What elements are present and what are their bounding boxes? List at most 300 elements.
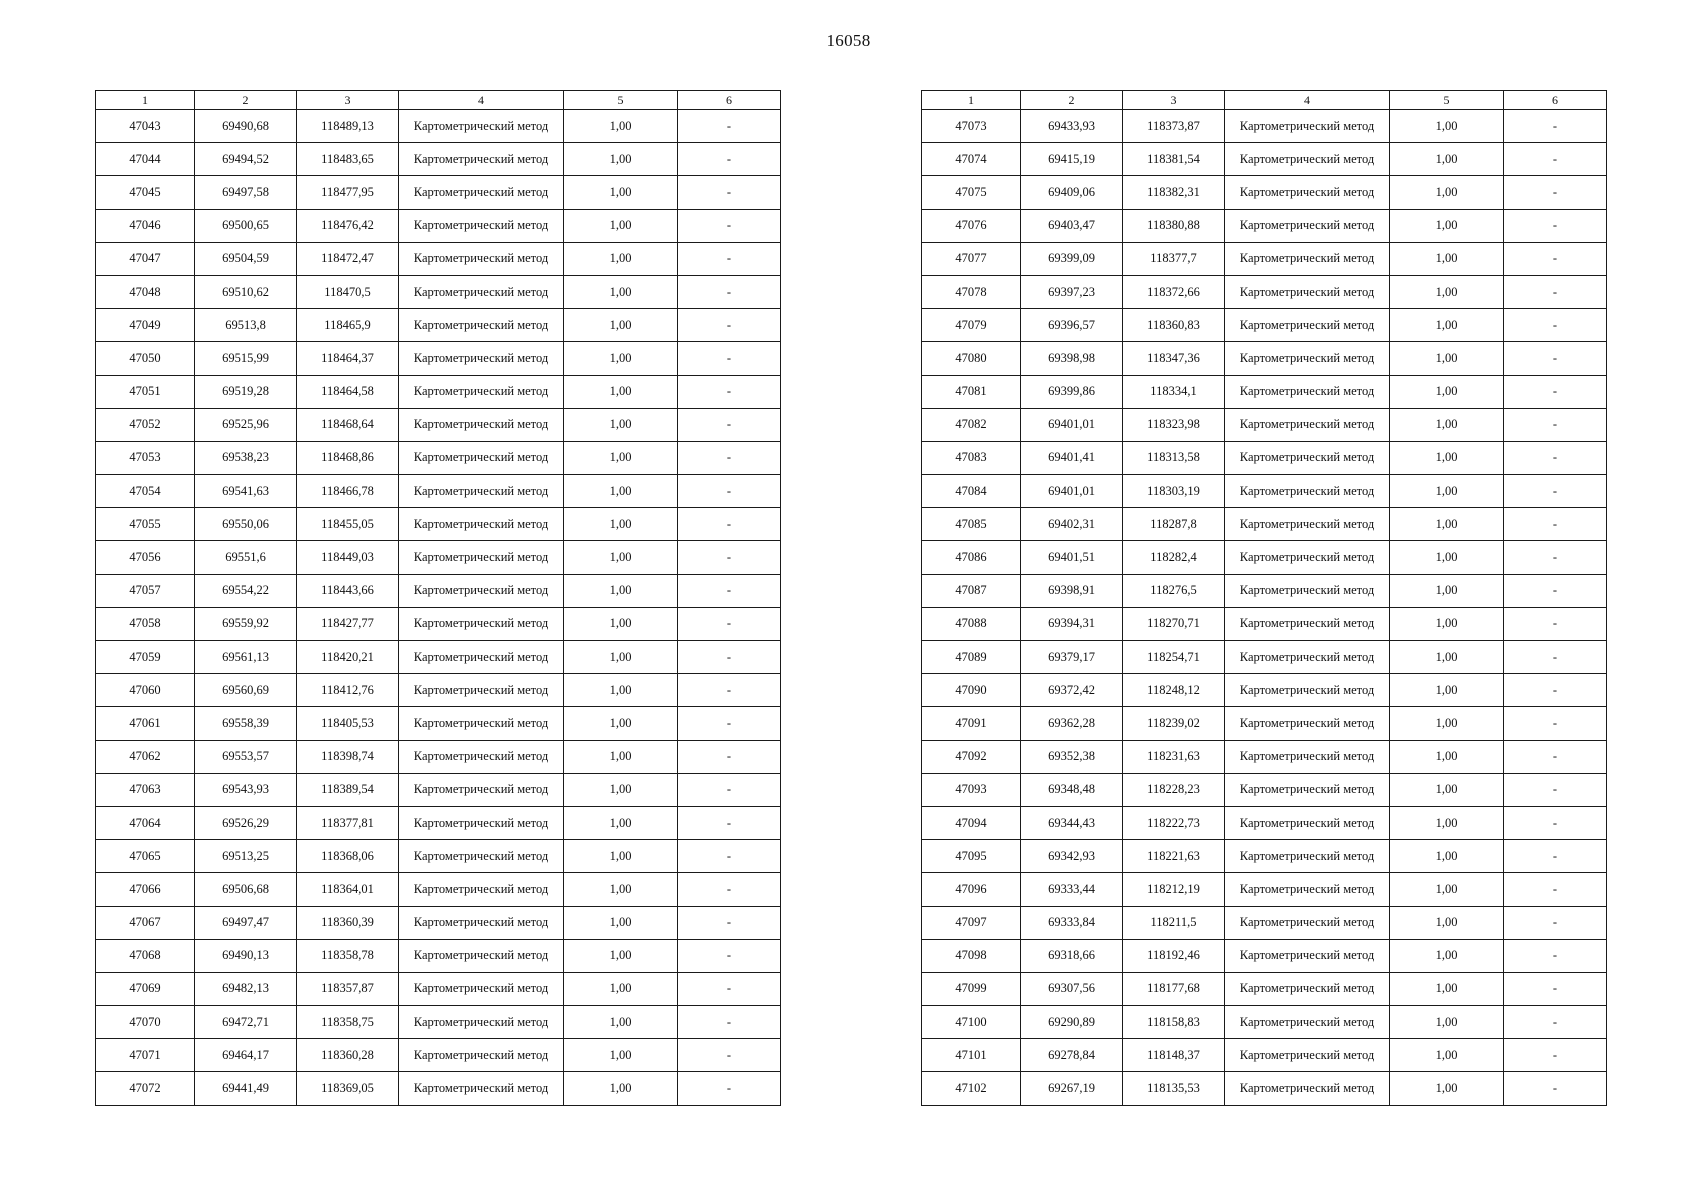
method-cell: Картометрический метод [399,342,564,375]
point-number-cell: 47087 [922,574,1021,607]
point-number-cell: 47063 [96,773,195,806]
accuracy-cell: 1,00 [564,508,678,541]
x-coordinate-cell: 69399,86 [1021,375,1123,408]
table-row [96,441,781,474]
method-cell: Картометрический метод [1225,773,1390,806]
accuracy-cell: 1,00 [1390,707,1504,740]
accuracy-cell: 1,00 [1390,143,1504,176]
point-number-cell: 47081 [922,375,1021,408]
point-number-cell: 47093 [922,773,1021,806]
table-row [922,939,1607,972]
column-header-6: 6 [678,91,781,110]
y-coordinate-cell: 118483,65 [297,143,399,176]
table-row [96,641,781,674]
table-row [96,242,781,275]
table-row [922,275,1607,308]
method-cell: Картометрический метод [1225,143,1390,176]
y-coordinate-cell: 118427,77 [297,607,399,640]
column-header-2: 2 [1021,91,1123,110]
x-coordinate-cell: 69525,96 [195,408,297,441]
point-number-cell: 47069 [96,972,195,1005]
point-number-cell: 47080 [922,342,1021,375]
y-coordinate-cell: 118465,9 [297,309,399,342]
accuracy-cell: 1,00 [1390,1072,1504,1106]
x-coordinate-cell: 69551,6 [195,541,297,574]
table-row [96,1006,781,1039]
table-row [96,939,781,972]
accuracy-cell: 1,00 [1390,209,1504,242]
point-number-cell: 47052 [96,408,195,441]
x-coordinate-cell: 69409,06 [1021,176,1123,209]
description-cell: - [678,209,781,242]
table-row [96,475,781,508]
table-row [96,906,781,939]
method-cell: Картометрический метод [1225,740,1390,773]
point-number-cell: 47057 [96,574,195,607]
table-body-left [96,110,781,1106]
y-coordinate-cell: 118468,86 [297,441,399,474]
description-cell: - [1504,1006,1607,1039]
accuracy-cell: 1,00 [564,1072,678,1106]
point-number-cell: 47091 [922,707,1021,740]
description-cell: - [1504,740,1607,773]
y-coordinate-cell: 118476,42 [297,209,399,242]
x-coordinate-cell: 69504,59 [195,242,297,275]
x-coordinate-cell: 69515,99 [195,342,297,375]
y-coordinate-cell: 118222,73 [1123,806,1225,839]
method-cell: Картометрический метод [399,375,564,408]
accuracy-cell: 1,00 [564,176,678,209]
description-cell: - [678,408,781,441]
point-number-cell: 47051 [96,375,195,408]
x-coordinate-cell: 69396,57 [1021,309,1123,342]
table-row [96,275,781,308]
description-cell: - [678,773,781,806]
accuracy-cell: 1,00 [1390,1039,1504,1072]
description-cell: - [1504,242,1607,275]
point-number-cell: 47054 [96,475,195,508]
method-cell: Картометрический метод [399,110,564,143]
accuracy-cell: 1,00 [1390,408,1504,441]
y-coordinate-cell: 118221,63 [1123,840,1225,873]
y-coordinate-cell: 118334,1 [1123,375,1225,408]
method-cell: Картометрический метод [399,475,564,508]
accuracy-cell: 1,00 [564,939,678,972]
y-coordinate-cell: 118358,78 [297,939,399,972]
page-number: 16058 [826,31,871,50]
y-coordinate-cell: 118455,05 [297,508,399,541]
table-row [922,541,1607,574]
point-number-cell: 47059 [96,641,195,674]
column-header-5: 5 [1390,91,1504,110]
y-coordinate-cell: 118380,88 [1123,209,1225,242]
description-cell: - [1504,541,1607,574]
y-coordinate-cell: 118360,39 [297,906,399,939]
table-body-right [922,110,1607,1106]
accuracy-cell: 1,00 [564,574,678,607]
method-cell: Картометрический метод [399,541,564,574]
method-cell: Картометрический метод [399,275,564,308]
method-cell: Картометрический метод [1225,408,1390,441]
description-cell: - [1504,309,1607,342]
table-row [922,143,1607,176]
point-number-cell: 47047 [96,242,195,275]
x-coordinate-cell: 69506,68 [195,873,297,906]
x-coordinate-cell: 69401,01 [1021,408,1123,441]
description-cell: - [1504,408,1607,441]
method-cell: Картометрический метод [399,1072,564,1106]
method-cell: Картометрический метод [399,806,564,839]
point-number-cell: 47044 [96,143,195,176]
y-coordinate-cell: 118177,68 [1123,972,1225,1005]
description-cell: - [1504,375,1607,408]
table-row [922,773,1607,806]
coordinates-table-left [95,90,781,1106]
method-cell: Картометрический метод [399,1039,564,1072]
table-row [96,574,781,607]
accuracy-cell: 1,00 [1390,342,1504,375]
accuracy-cell: 1,00 [564,441,678,474]
y-coordinate-cell: 118135,53 [1123,1072,1225,1106]
description-cell: - [678,242,781,275]
table-row [922,740,1607,773]
method-cell: Картометрический метод [399,906,564,939]
x-coordinate-cell: 69352,38 [1021,740,1123,773]
method-cell: Картометрический метод [1225,674,1390,707]
x-coordinate-cell: 69403,47 [1021,209,1123,242]
description-cell: - [678,475,781,508]
method-cell: Картометрический метод [399,939,564,972]
y-coordinate-cell: 118248,12 [1123,674,1225,707]
table-row [922,674,1607,707]
description-cell: - [678,740,781,773]
description-cell: - [1504,574,1607,607]
point-number-cell: 47066 [96,873,195,906]
table-row [922,840,1607,873]
point-number-cell: 47094 [922,806,1021,839]
x-coordinate-cell: 69561,13 [195,641,297,674]
point-number-cell: 47049 [96,309,195,342]
point-number-cell: 47083 [922,441,1021,474]
x-coordinate-cell: 69402,31 [1021,508,1123,541]
accuracy-cell: 1,00 [1390,740,1504,773]
table-row [922,1006,1607,1039]
y-coordinate-cell: 118282,4 [1123,541,1225,574]
point-number-cell: 47097 [922,906,1021,939]
y-coordinate-cell: 118381,54 [1123,143,1225,176]
table-row [96,143,781,176]
method-cell: Картометрический метод [1225,275,1390,308]
point-number-cell: 47073 [922,110,1021,143]
x-coordinate-cell: 69372,42 [1021,674,1123,707]
accuracy-cell: 1,00 [1390,873,1504,906]
accuracy-cell: 1,00 [1390,508,1504,541]
y-coordinate-cell: 118323,98 [1123,408,1225,441]
x-coordinate-cell: 69553,57 [195,740,297,773]
table-row [922,342,1607,375]
accuracy-cell: 1,00 [1390,475,1504,508]
y-coordinate-cell: 118231,63 [1123,740,1225,773]
point-number-cell: 47061 [96,707,195,740]
y-coordinate-cell: 118148,37 [1123,1039,1225,1072]
x-coordinate-cell: 69399,09 [1021,242,1123,275]
x-coordinate-cell: 69526,29 [195,806,297,839]
table-row [922,508,1607,541]
point-number-cell: 47068 [96,939,195,972]
accuracy-cell: 1,00 [1390,242,1504,275]
point-number-cell: 47088 [922,607,1021,640]
point-number-cell: 47055 [96,508,195,541]
point-number-cell: 47100 [922,1006,1021,1039]
method-cell: Картометрический метод [399,508,564,541]
table-row [96,1039,781,1072]
description-cell: - [678,574,781,607]
description-cell: - [678,375,781,408]
description-cell: - [678,906,781,939]
point-number-cell: 47095 [922,840,1021,873]
description-cell: - [1504,972,1607,1005]
method-cell: Картометрический метод [1225,641,1390,674]
method-cell: Картометрический метод [399,674,564,707]
accuracy-cell: 1,00 [564,1039,678,1072]
point-number-cell: 47067 [96,906,195,939]
description-cell: - [1504,906,1607,939]
method-cell: Картометрический метод [399,641,564,674]
y-coordinate-cell: 118270,71 [1123,607,1225,640]
x-coordinate-cell: 69394,31 [1021,607,1123,640]
point-number-cell: 47077 [922,242,1021,275]
x-coordinate-cell: 69497,47 [195,906,297,939]
table-row [922,1039,1607,1072]
accuracy-cell: 1,00 [564,143,678,176]
table-row [96,508,781,541]
accuracy-cell: 1,00 [564,242,678,275]
x-coordinate-cell: 69290,89 [1021,1006,1123,1039]
accuracy-cell: 1,00 [1390,275,1504,308]
y-coordinate-cell: 118347,36 [1123,342,1225,375]
method-cell: Картометрический метод [399,707,564,740]
table-row [96,773,781,806]
column-header-6: 6 [1504,91,1607,110]
y-coordinate-cell: 118477,95 [297,176,399,209]
description-cell: - [678,806,781,839]
table-row [96,607,781,640]
x-coordinate-cell: 69307,56 [1021,972,1123,1005]
y-coordinate-cell: 118364,01 [297,873,399,906]
accuracy-cell: 1,00 [564,641,678,674]
y-coordinate-cell: 118313,58 [1123,441,1225,474]
description-cell: - [1504,873,1607,906]
y-coordinate-cell: 118382,31 [1123,176,1225,209]
point-number-cell: 47053 [96,441,195,474]
point-number-cell: 47046 [96,209,195,242]
accuracy-cell: 1,00 [1390,806,1504,839]
accuracy-cell: 1,00 [564,674,678,707]
accuracy-cell: 1,00 [564,740,678,773]
point-number-cell: 47064 [96,806,195,839]
point-number-cell: 47102 [922,1072,1021,1106]
table-row [922,110,1607,143]
description-cell: - [1504,209,1607,242]
table-row [922,873,1607,906]
description-cell: - [1504,508,1607,541]
accuracy-cell: 1,00 [564,972,678,1005]
x-coordinate-cell: 69398,91 [1021,574,1123,607]
method-cell: Картометрический метод [1225,541,1390,574]
y-coordinate-cell: 118287,8 [1123,508,1225,541]
accuracy-cell: 1,00 [564,342,678,375]
method-cell: Картометрический метод [1225,110,1390,143]
table-row [96,740,781,773]
point-number-cell: 47078 [922,275,1021,308]
accuracy-cell: 1,00 [1390,375,1504,408]
description-cell: - [1504,1039,1607,1072]
y-coordinate-cell: 118464,58 [297,375,399,408]
method-cell: Картометрический метод [399,773,564,806]
column-header-1: 1 [96,91,195,110]
accuracy-cell: 1,00 [1390,441,1504,474]
x-coordinate-cell: 69401,51 [1021,541,1123,574]
y-coordinate-cell: 118276,5 [1123,574,1225,607]
point-number-cell: 47043 [96,110,195,143]
point-number-cell: 47058 [96,607,195,640]
description-cell: - [678,176,781,209]
x-coordinate-cell: 69342,93 [1021,840,1123,873]
coordinates-table-right [921,90,1607,1106]
table-row [922,806,1607,839]
method-cell: Картометрический метод [1225,1039,1390,1072]
method-cell: Картометрический метод [1225,176,1390,209]
table-row [96,342,781,375]
accuracy-cell: 1,00 [1390,906,1504,939]
method-cell: Картометрический метод [1225,707,1390,740]
description-cell: - [678,840,781,873]
accuracy-cell: 1,00 [564,873,678,906]
description-cell: - [678,939,781,972]
accuracy-cell: 1,00 [564,707,678,740]
description-cell: - [678,275,781,308]
table-row [922,309,1607,342]
y-coordinate-cell: 118449,03 [297,541,399,574]
table-row [96,1072,781,1106]
column-header-3: 3 [297,91,399,110]
accuracy-cell: 1,00 [564,309,678,342]
point-number-cell: 47101 [922,1039,1021,1072]
accuracy-cell: 1,00 [564,773,678,806]
table-row [922,475,1607,508]
x-coordinate-cell: 69543,93 [195,773,297,806]
method-cell: Картометрический метод [1225,806,1390,839]
accuracy-cell: 1,00 [1390,309,1504,342]
column-header-4: 4 [399,91,564,110]
column-header-3: 3 [1123,91,1225,110]
table-row [96,408,781,441]
table-row [922,641,1607,674]
y-coordinate-cell: 118357,87 [297,972,399,1005]
description-cell: - [1504,1072,1607,1106]
point-number-cell: 47050 [96,342,195,375]
accuracy-cell: 1,00 [564,275,678,308]
x-coordinate-cell: 69472,71 [195,1006,297,1039]
description-cell: - [678,607,781,640]
column-header-2: 2 [195,91,297,110]
x-coordinate-cell: 69482,13 [195,972,297,1005]
point-number-cell: 47062 [96,740,195,773]
y-coordinate-cell: 118192,46 [1123,939,1225,972]
table-row [96,176,781,209]
x-coordinate-cell: 69558,39 [195,707,297,740]
y-coordinate-cell: 118368,06 [297,840,399,873]
table-row [922,176,1607,209]
description-cell: - [1504,674,1607,707]
description-cell: - [1504,607,1607,640]
method-cell: Картометрический метод [1225,441,1390,474]
method-cell: Картометрический метод [1225,574,1390,607]
point-number-cell: 47085 [922,508,1021,541]
table-row [922,972,1607,1005]
method-cell: Картометрический метод [1225,242,1390,275]
point-number-cell: 47060 [96,674,195,707]
x-coordinate-cell: 69538,23 [195,441,297,474]
accuracy-cell: 1,00 [1390,773,1504,806]
description-cell: - [678,641,781,674]
method-cell: Картометрический метод [399,607,564,640]
x-coordinate-cell: 69510,62 [195,275,297,308]
table-row [96,309,781,342]
y-coordinate-cell: 118377,81 [297,806,399,839]
point-number-cell: 47070 [96,1006,195,1039]
x-coordinate-cell: 69464,17 [195,1039,297,1072]
description-cell: - [678,441,781,474]
method-cell: Картометрический метод [399,972,564,1005]
method-cell: Картометрический метод [399,441,564,474]
y-coordinate-cell: 118464,37 [297,342,399,375]
description-cell: - [1504,275,1607,308]
x-coordinate-cell: 69554,22 [195,574,297,607]
y-coordinate-cell: 118212,19 [1123,873,1225,906]
point-number-cell: 47096 [922,873,1021,906]
accuracy-cell: 1,00 [564,408,678,441]
method-cell: Картометрический метод [1225,375,1390,408]
x-coordinate-cell: 69362,28 [1021,707,1123,740]
table-row [96,209,781,242]
x-coordinate-cell: 69333,84 [1021,906,1123,939]
column-header-4: 4 [1225,91,1390,110]
description-cell: - [1504,641,1607,674]
point-number-cell: 47092 [922,740,1021,773]
y-coordinate-cell: 118420,21 [297,641,399,674]
point-number-cell: 47048 [96,275,195,308]
accuracy-cell: 1,00 [1390,110,1504,143]
method-cell: Картометрический метод [1225,840,1390,873]
accuracy-cell: 1,00 [1390,541,1504,574]
method-cell: Картометрический метод [1225,939,1390,972]
y-coordinate-cell: 118470,5 [297,275,399,308]
method-cell: Картометрический метод [1225,309,1390,342]
point-number-cell: 47071 [96,1039,195,1072]
table-row [922,906,1607,939]
method-cell: Картометрический метод [399,740,564,773]
description-cell: - [1504,110,1607,143]
accuracy-cell: 1,00 [1390,840,1504,873]
y-coordinate-cell: 118468,64 [297,408,399,441]
y-coordinate-cell: 118228,23 [1123,773,1225,806]
y-coordinate-cell: 118369,05 [297,1072,399,1106]
description-cell: - [678,541,781,574]
table-row [922,242,1607,275]
point-number-cell: 47099 [922,972,1021,1005]
x-coordinate-cell: 69513,8 [195,309,297,342]
